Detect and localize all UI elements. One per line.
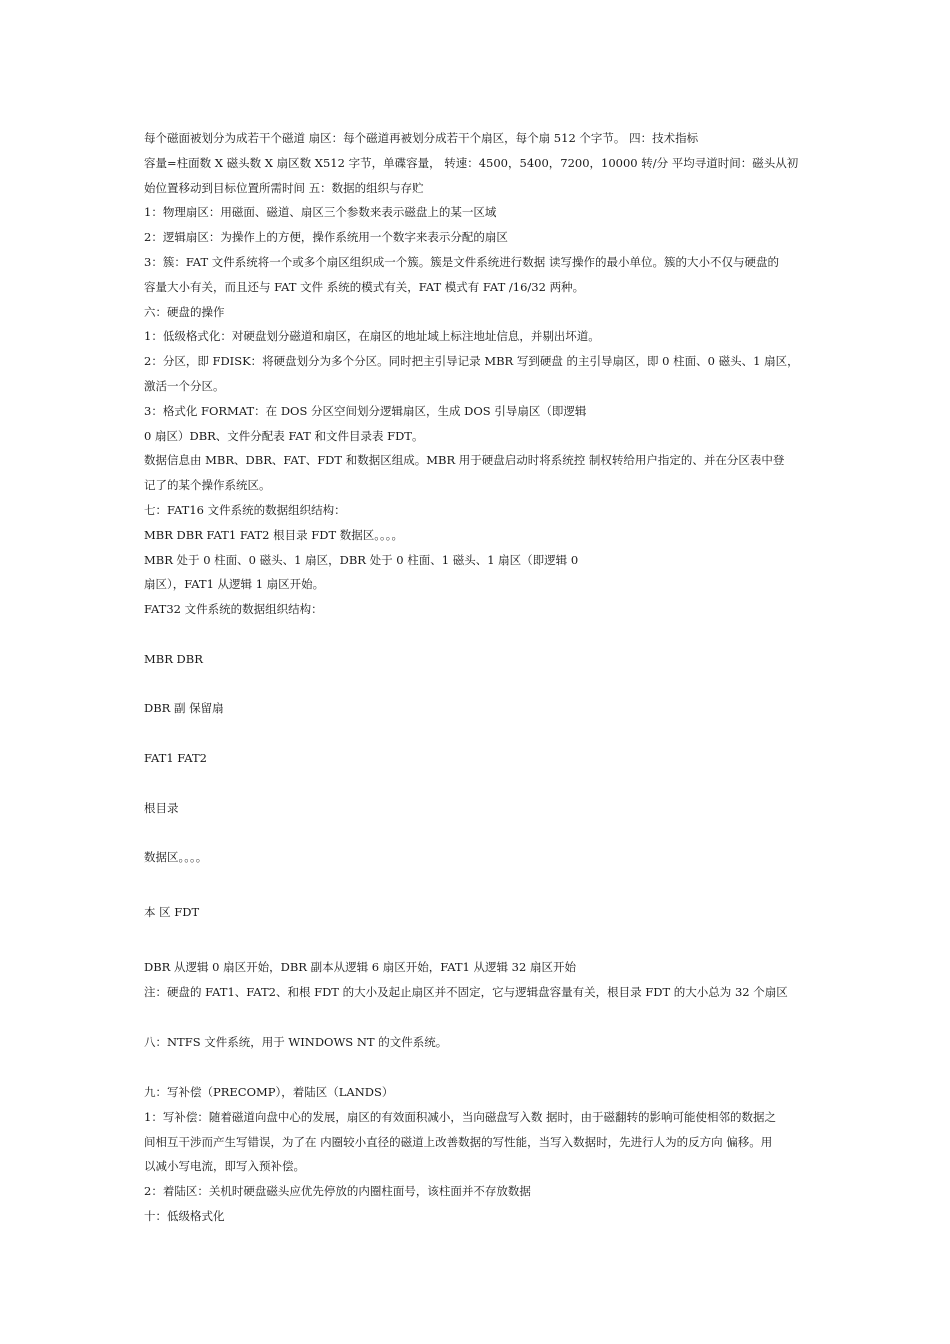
text-line: 3：簇：FAT 文件系统将一个或多个扇区组织成一个簇。簇是文件系统进行数据 读写操作的最小单位。簇的大小不仅与硬盘的 bbox=[144, 254, 779, 269]
spacer bbox=[144, 672, 816, 697]
text-line: 2：逻辑扇区：为操作上的方便，操作系统用一个数字来表示分配的扇区 bbox=[144, 230, 508, 245]
fat32-structure-item: 数据区。。。。 bbox=[144, 850, 208, 865]
text-line: 2：着陆区：关机时硬盘磁头应优先停放的内圈柱面号，该柱面并不存放数据 bbox=[144, 1184, 531, 1199]
text-line: 以减小写电流，即写入预补偿。 bbox=[144, 1159, 305, 1174]
section-heading: 七：FAT16 文件系统的数据组织结构： bbox=[144, 502, 346, 517]
spacer bbox=[144, 721, 816, 746]
text-line: DBR 从逻辑 0 扇区开始，DBR 副本从逻辑 6 扇区开始，FAT1 从逻辑 32 扇区开始 bbox=[144, 959, 576, 974]
text-line: 始位置移动到目标位置所需时间 五：数据的组织与存贮 bbox=[144, 180, 424, 195]
fat32-structure-item: MBR DBR bbox=[144, 651, 203, 666]
text-line: 记了的某个操作系统区。 bbox=[144, 478, 271, 493]
text-line: 2：分区，即 FDISK：将硬盘划分为多个分区。同时把主引导记录 MBR 写到硬盘 的主引导扇区，即 0 柱面、0 磁头、1 扇区， bbox=[144, 354, 799, 369]
spacer bbox=[144, 1004, 816, 1030]
document-body bbox=[144, 126, 816, 1229]
spacer bbox=[144, 870, 816, 900]
fat32-structure-item: 根目录 bbox=[144, 800, 179, 815]
spacer bbox=[144, 771, 816, 796]
spacer bbox=[144, 925, 816, 955]
fat32-structure-item: FAT1 FAT2 bbox=[144, 750, 207, 765]
text-line: 扇区），FAT1 从逻辑 1 扇区开始。 bbox=[144, 577, 325, 592]
text-line: 每个磁面被划分为成若干个磁道 扇区：每个磁道再被划分成若干个扇区，每个扇 512 个字节。 四：技术指标 bbox=[144, 131, 699, 145]
text-line: FAT32 文件系统的数据组织结构： bbox=[144, 602, 323, 617]
text-line: MBR 处于 0 柱面、0 磁头、1 扇区，DBR 处于 0 柱面、1 磁头、1 扇区（即逻辑 0 bbox=[144, 552, 579, 567]
text-line: 数据信息由 MBR、DBR、FAT、FDT 和数据区组成。MBR 用于硬盘启动时将系统控 制权转给用户指定的、并在分区表中登 bbox=[144, 453, 785, 468]
section-heading: 十：低级格式化 bbox=[144, 1209, 225, 1224]
text-line: 1：写补偿：随着磁道向盘中心的发展，扇区的有效面积减小，当向磁盘写入数 据时，由于磁翻转的影响可能使相邻的数据之 bbox=[144, 1109, 776, 1124]
text-line: 激活一个分区。 bbox=[144, 378, 225, 393]
text-line: 容量大小有关，而且还与 FAT 文件 系统的模式有关，FAT 模式有 FAT /16/32 两种。 bbox=[144, 279, 585, 294]
text-line: 容量=柱面数 X 磁头数 X 扇区数 X512 字节，单碟容量， 转速：4500，5400，7200，10000 转/分 平均寻道时间：磁头从初 bbox=[144, 155, 799, 170]
text-line: 1：低级格式化：对硬盘划分磁道和扇区，在扇区的地址域上标注地址信息，并剔出坏道。 bbox=[144, 329, 600, 344]
spacer bbox=[144, 820, 816, 845]
section-heading: 八：NTFS 文件系统，用于 WINDOWS NT 的文件系统。 bbox=[144, 1034, 448, 1049]
fat32-structure-item: 本 区 FDT bbox=[144, 904, 200, 919]
section-heading: 九：写补偿（PRECOMP），着陆区（LANDS） bbox=[144, 1085, 394, 1100]
section-heading: 六：硬盘的操作 bbox=[144, 304, 225, 319]
text-line: 1：物理扇区：用磁面、磁道、扇区三个参数来表示磁盘上的某一区域 bbox=[144, 205, 497, 220]
note-line: 注：硬盘的 FAT1、FAT2、和根 FDT 的大小及起止扇区并不固定，它与逻辑盘容量有关，根目录 FDT 的大小总为 32 个扇区 bbox=[144, 984, 788, 999]
spacer bbox=[144, 622, 816, 647]
text-line: 3：格式化 FORMAT：在 DOS 分区空间划分逻辑扇区，生成 DOS 引导扇区（即逻辑 bbox=[144, 403, 587, 418]
spacer bbox=[144, 1055, 816, 1081]
text-line: 0 扇区）DBR、文件分配表 FAT 和文件目录表 FDT。 bbox=[144, 428, 424, 443]
text-line: MBR DBR FAT1 FAT2 根目录 FDT 数据区。。。。 bbox=[144, 527, 404, 542]
fat32-structure-item: DBR 副 保留扇 bbox=[144, 701, 224, 716]
text-line: 间相互干涉而产生写错误，为了在 内圈较小直径的磁道上改善数据的写性能，当写入数据时，先进行人为的反方向 偏移。用 bbox=[144, 1134, 773, 1149]
